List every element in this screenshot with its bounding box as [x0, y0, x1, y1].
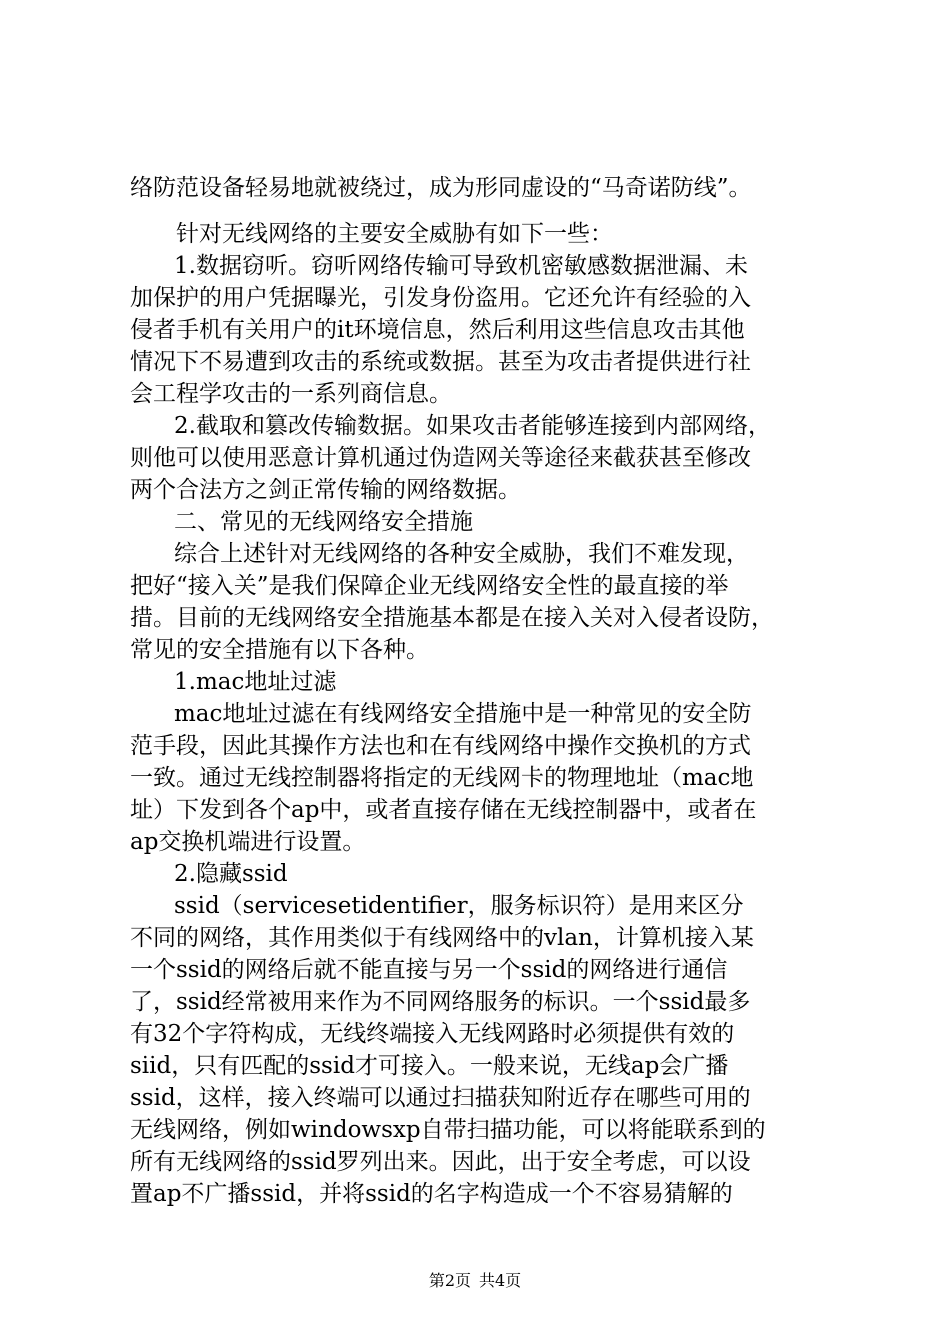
text-line: 把好“接入关”是我们保障企业无线网络安全性的最直接的举: [130, 573, 729, 599]
section-heading: 二、常见的无线网络安全措施: [174, 509, 473, 535]
document-body: [130, 172, 830, 1210]
text-line: 置ap不广播ssid，并将ssid的名字构造成一个不容易猜解的: [130, 1181, 733, 1207]
text-line: siid，只有匹配的ssid才可接入。一般来说，无线ap会广播: [130, 1053, 729, 1079]
text-line: mac地址过滤在有线网络安全措施中是一种常见的安全防: [174, 701, 752, 727]
text-line: ssid（servicesetidentifier，服务标识符）是用来区分: [174, 893, 744, 919]
text-line: 加保护的用户凭据曝光，引发身份盗用。它还允许有经验的入: [130, 285, 751, 311]
text-line: 了，ssid经常被用来作为不同网络服务的标识。一个ssid最多: [130, 989, 751, 1015]
page-total: 共4页: [479, 1271, 522, 1290]
text-line: 无线网络，例如windowsxp自带扫描功能，可以将能联系到的: [130, 1117, 766, 1143]
text-line: 针对无线网络的主要安全威胁有如下一些：: [176, 221, 613, 247]
text-line: 2.截取和篡改传输数据。如果攻击者能够连接到内部网络，: [174, 413, 771, 439]
page-footer: [0, 1271, 950, 1291]
text-line: ssid，这样，接入终端可以通过扫描获知附近存在哪些可用的: [130, 1085, 751, 1111]
text-line: 情况下不易遭到攻击的系统或数据。甚至为攻击者提供进行社: [130, 349, 751, 375]
page-number: 第2页: [428, 1271, 471, 1290]
text-line: 范手段，因此其操作方法也和在有线网络中操作交换机的方式: [130, 733, 751, 759]
text-line: 两个合法方之剑正常传输的网络数据。: [130, 477, 521, 503]
text-line: 综合上述针对无线网络的各种安全威胁，我们不难发现，: [174, 541, 749, 567]
text-line: 常见的安全措施有以下各种。: [130, 637, 429, 663]
subsection-heading: 2.隐藏ssid: [174, 861, 288, 887]
text-line: 侵者手机有关用户的it环境信息，然后利用这些信息攻击其他: [130, 317, 745, 343]
text-line: 则他可以使用恶意计算机通过伪造网关等途径来截获甚至修改: [130, 445, 751, 471]
text-line: ap交换机端进行设置。: [130, 829, 366, 855]
text-line: 所有无线网络的ssid罗列出来。因此，出于安全考虑，可以设: [130, 1149, 751, 1175]
text-line: 有32个字符构成，无线终端接入无线网路时必须提供有效的: [130, 1021, 735, 1047]
text-line: 1.数据窃听。窃听网络传输可导致机密敏感数据泄漏、未: [174, 253, 748, 279]
subsection-heading: 1.mac地址过滤: [174, 669, 337, 695]
text-line: 络防范设备轻易地就被绕过，成为形同虚设的“马奇诺防线”。: [130, 175, 752, 201]
text-line: 址）下发到各个ap中，或者直接存储在无线控制器中，或者在: [130, 797, 757, 823]
text-line: 措。目前的无线网络安全措施基本都是在接入关对入侵者设防，: [130, 605, 774, 631]
text-line: 不同的网络，其作用类似于有线网络中的vlan，计算机接入某: [130, 925, 754, 951]
text-line: 一致。通过无线控制器将指定的无线网卡的物理地址（mac地: [130, 765, 754, 791]
text-line: 一个ssid的网络后就不能直接与另一个ssid的网络进行通信: [130, 957, 728, 983]
paragraph-gap: [130, 204, 830, 218]
text-line: 会工程学攻击的一系列商信息。: [130, 381, 452, 407]
